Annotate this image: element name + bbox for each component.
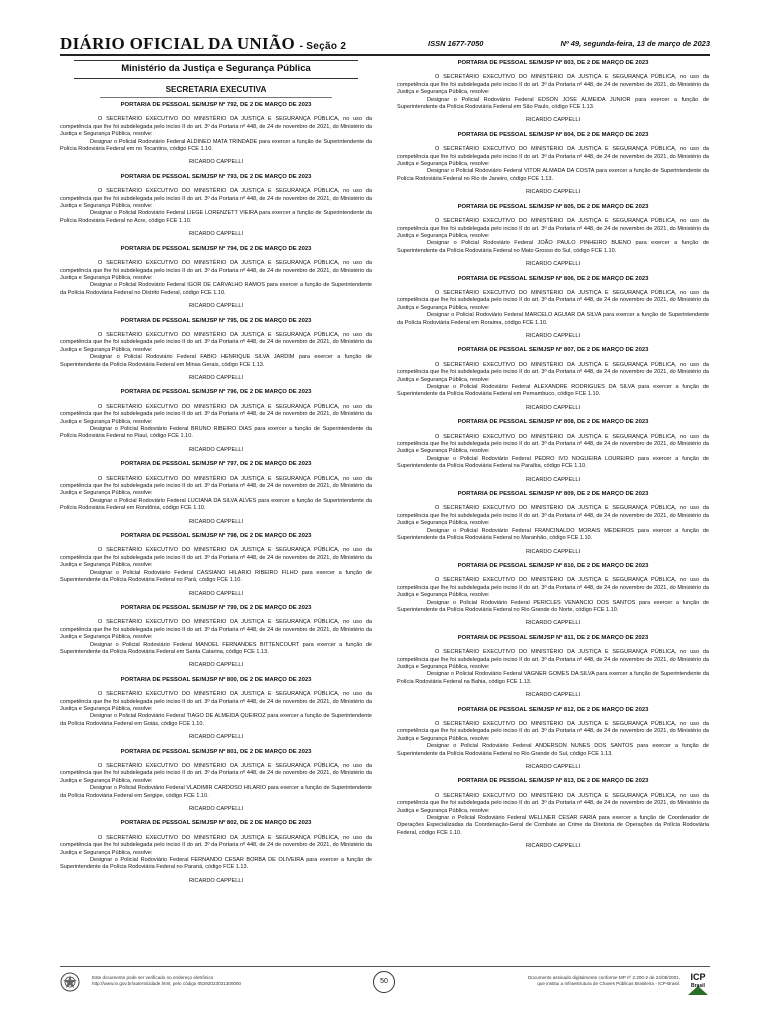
portaria-body: Designar o Policial Rodoviário Federal PEDRO IVO NOGUEIRA LOUREIRO para exercer a função de Superintendente da Polícia Rodoviária Federal na Paraíba, código FCE 1.10. <box>397 455 709 470</box>
right-column <box>397 60 709 986</box>
signatory: RICARDO CAPPELLI <box>188 303 244 310</box>
portaria-preamble: O SECRETÁRIO EXECUTIVO DO MINISTÉRIO DA JUSTIÇA E SEGURANÇA PÚBLICA, no uso da competência que lhe foi subdelegada pelo inciso II do art. 3º da Portaria nº 448, de 24 de novembro de 2021, do Ministério da Justiça e Segurança Pública, resolve: <box>60 834 372 856</box>
portaria-title: PORTARIA DE PESSOAL SE/MJSP Nº 795, DE 2 DE MARÇO DE 2023 <box>120 317 312 324</box>
masthead <box>60 34 710 56</box>
portaria-body: Designar o Policial Rodoviário Federal LIEGE LORENZETT VIEIRA para exercer a função de Superintendente da Polícia Rodoviária Federal no Acre, código FCE 1.10. <box>60 210 372 224</box>
portaria-title: PORTARIA DE PESSOAL SE/MJSP Nº 792, DE 2 DE MARÇO DE 2023 <box>120 102 312 108</box>
portaria-entry <box>60 605 372 670</box>
signatory: RICARDO CAPPELLI <box>525 692 581 699</box>
signatory: RICARDO CAPPELLI <box>188 159 244 166</box>
portaria-preamble: O SECRETÁRIO EXECUTIVO DO MINISTÉRIO DA JUSTIÇA E SEGURANÇA PÚBLICA, no uso da competência que lhe foi subdelegada pelo inciso II do art. 3º da Portaria nº 448, de 24 de novembro de 2021, do Ministério da Justiça e Segurança Pública, resolve: <box>397 505 709 527</box>
publication-name: DIÁRIO OFICIAL DA UNIÃO <box>60 34 296 53</box>
ministry-heading: Ministério da Justiça e Segurança Pública <box>74 60 358 79</box>
signatory: RICARDO CAPPELLI <box>525 843 581 850</box>
portaria-body: Designar o Policial Rodoviário Federal CASSIANO HILARIO RIBEIRO FILHO para exercer a função de Superintendente da Polícia Rodoviária Federal no Pará, código FCE 1.10. <box>60 569 372 584</box>
portaria-entry <box>397 563 709 628</box>
verification-link[interactable]: http://www.in.gov.br/autenticidade.html, pelo código 05292023031300050 <box>92 981 242 986</box>
issn: ISSN 1677-7050 <box>428 39 484 48</box>
portaria-preamble: O SECRETÁRIO EXECUTIVO DO MINISTÉRIO DA JUSTIÇA E SEGURANÇA PÚBLICA, no uso da competência que lhe foi subdelegada pelo inciso II do art. 3º da Portaria nº 448, de 24 de novembro de 2021, do Ministério da Justiça e Segurança Pública, resolve: <box>397 218 709 239</box>
portaria-preamble: O SECRETÁRIO EXECUTIVO DO MINISTÉRIO DA JUSTIÇA E SEGURANÇA PÚBLICA, no uso da competência que lhe foi subdelegada pelo inciso II do art. 3º da Portaria nº 448, de 24 de novembro de 2021, do Ministério da Justiça e Segurança Pública, resolve: <box>60 403 372 425</box>
signatory: RICARDO CAPPELLI <box>525 548 581 555</box>
portaria-title: PORTARIA DE PESSOAL SE/MJSP Nº 808, DE 2 DE MARÇO DE 2023 <box>457 419 649 426</box>
portaria-entry <box>60 749 372 814</box>
signatory: RICARDO CAPPELLI <box>525 117 581 124</box>
portaria-preamble: O SECRETÁRIO EXECUTIVO DO MINISTÉRIO DA JUSTIÇA E SEGURANÇA PÚBLICA, no uso da competência que lhe foi subdelegada pelo inciso II do art. 3º da Portaria nº 448, de 24 de novembro de 2021, do Ministério da Justiça e Segurança Pública, resolve: <box>60 763 372 784</box>
portaria-entry <box>397 635 709 700</box>
portaria-entry <box>397 60 709 125</box>
portaria-preamble: O SECRETÁRIO EXECUTIVO DO MINISTÉRIO DA JUSTIÇA E SEGURANÇA PÚBLICA, no uso da competência que lhe foi subdelegada pelo inciso II do art. 3º da Portaria nº 448, de 24 de novembro de 2021, do Ministério da Justiça e Segurança Pública, resolve: <box>60 619 372 641</box>
portaria-preamble: O SECRETÁRIO EXECUTIVO DO MINISTÉRIO DA JUSTIÇA E SEGURANÇA PÚBLICA, no uso da competência que lhe foi subdelegada pelo inciso II do art. 3º da Portaria nº 448, de 24 de novembro de 2021, do Ministério da Justiça e Segurança Pública, resolve: <box>397 361 709 383</box>
verification-note <box>92 975 241 987</box>
portaria-body: Designar o Policial Rodoviário Federal FABIO HENRIQUE SILVA JARDIM para exercer a função de Superintendente da Polícia Rodoviária Federal em Minas Gerais, código FCE 1.13. <box>60 354 372 368</box>
portaria-body: Designar o Policial Rodoviário Federal ALEXANDRE RODRIGUES DA SILVA para exercer a função de Superintendente da Polícia Rodoviária Federal em Pernambuco, código FCE 1.10. <box>397 384 709 398</box>
portaria-body: Designar o Policial Rodoviário Federal ALDINEO MATA TRINDADE para exercer a função de Superintendente da Polícia Rodoviária Federal em no Tocantins, código FCE 1.10. <box>60 138 372 153</box>
portaria-entry <box>397 778 709 850</box>
portaria-entry <box>60 389 372 454</box>
portaria-preamble: O SECRETÁRIO EXECUTIVO DO MINISTÉRIO DA JUSTIÇA E SEGURANÇA PÚBLICA, no uso da competência que lhe foi subdelegada pelo inciso II do art. 3º da Portaria nº 448, de 24 de novembro de 2021, do Ministério da Justiça e Segurança Pública, resolve: <box>397 649 709 670</box>
portaria-preamble: O SECRETÁRIO EXECUTIVO DO MINISTÉRIO DA JUSTIÇA E SEGURANÇA PÚBLICA, no uso da competência que lhe foi subdelegada pelo inciso II do art. 3º da Portaria nº 448, de 24 de novembro de 2021, do Ministério da Justiça e Segurança Pública, resolve: <box>60 188 372 210</box>
signatory: RICARDO CAPPELLI <box>525 261 581 268</box>
portaria-title: PORTARIA DE PESSOAL SE/MJSP Nº 802, DE 2 DE MARÇO DE 2023 <box>120 820 312 827</box>
signatory: RICARDO CAPPELLI <box>525 476 581 483</box>
signatory: RICARDO CAPPELLI <box>188 590 244 597</box>
signature-line-1: Documento assinado digitalmente conforme MP nº 2.200-2 de 24/08/2001, <box>527 975 680 980</box>
portaria-title: PORTARIA DE PESSOAL SE/MJSP Nº 810, DE 2 DE MARÇO DE 2023 <box>457 562 649 569</box>
signatory: RICARDO CAPPELLI <box>188 446 244 453</box>
portaria-entry <box>397 204 709 269</box>
portaria-preamble: O SECRETÁRIO EXECUTIVO DO MINISTÉRIO DA JUSTIÇA E SEGURANÇA PÚBLICA, no uso da competência que lhe foi subdelegada pelo inciso II do art. 3º da Portaria nº 448, de 24 de novembro de 2021, do Ministério da Justiça e Segurança Pública, resolve: <box>397 146 709 168</box>
signatory: RICARDO CAPPELLI <box>188 374 244 381</box>
page-number: 50 <box>373 971 395 993</box>
issue-date: Nº 49, segunda-feira, 13 de março de 2023 <box>560 39 710 48</box>
portaria-title: PORTARIA DE PESSOAL SE/MJSP Nº 811, DE 2 DE MARÇO DE 2023 <box>457 634 649 641</box>
signature-line-2: que institui a Infraestrutura de Chaves Públicas Brasileira - ICP-Brasil. <box>537 981 680 986</box>
portaria-preamble: O SECRETÁRIO EXECUTIVO DO MINISTÉRIO DA JUSTIÇA E SEGURANÇA PÚBLICA, no uso da competência que lhe foi subdelegada pelo inciso II do art. 3º da Portaria nº 448, de 24 de novembro de 2021, do Ministério da Justiça e Segurança Pública, resolve: <box>60 691 372 712</box>
portaria-title: PORTARIA DE PESSOAL SE/MJSP Nº 793, DE 2 DE MARÇO DE 2023 <box>120 173 312 180</box>
signatory: RICARDO CAPPELLI <box>525 620 581 627</box>
portaria-preamble: O SECRETÁRIO EXECUTIVO DO MINISTÉRIO DA JUSTIÇA E SEGURANÇA PÚBLICA, no uso da competência que lhe foi subdelegada pelo inciso II do art. 3º da Portaria nº 448, de 24 de novembro de 2021, do Ministério da Justiça e Segurança Pública, resolve: <box>397 74 709 96</box>
signatory: RICARDO CAPPELLI <box>525 764 581 771</box>
portaria-preamble: O SECRETÁRIO EXECUTIVO DO MINISTÉRIO DA JUSTIÇA E SEGURANÇA PÚBLICA, no uso da competência que lhe foi subdelegada pelo inciso II do art. 3º da Portaria nº 448, de 24 de novembro de 2021, do Ministério da Justiça e Segurança Pública, resolve: <box>397 792 709 814</box>
portaria-entry <box>397 132 709 197</box>
portaria-entry <box>60 461 372 526</box>
portaria-entry <box>60 174 372 239</box>
signatory: RICARDO CAPPELLI <box>525 332 581 339</box>
signatory: RICARDO CAPPELLI <box>188 877 244 884</box>
portaria-entry <box>60 820 372 885</box>
portaria-preamble: O SECRETÁRIO EXECUTIVO DO MINISTÉRIO DA JUSTIÇA E SEGURANÇA PÚBLICA, no uso da competência que lhe foi subdelegada pelo inciso II do art. 3º da Portaria nº 448, de 24 de novembro de 2021, do Ministério da Justiça e Segurança Pública, resolve: <box>60 116 372 138</box>
portaria-title: PORTARIA DE PESSOAL SE/MJSP Nº 796, DE 2 DE MARÇO DE 2023 <box>120 389 312 396</box>
portaria-body: Designar o Policial Rodoviário Federal TIAGO DE ALMEIDA QUEIROZ para exercer a função de Superintendente da Polícia Rodoviária Federal em Goiás, código FCE 1.10. <box>60 713 372 727</box>
left-column <box>60 60 372 986</box>
signature-note <box>528 975 680 987</box>
portaria-title: PORTARIA DE PESSOAL SE/MJSP Nº 800, DE 2 DE MARÇO DE 2023 <box>120 676 312 683</box>
portaria-title: PORTARIA DE PESSOAL SE/MJSP Nº 812, DE 2 DE MARÇO DE 2023 <box>457 706 649 713</box>
portaria-preamble: O SECRETÁRIO EXECUTIVO DO MINISTÉRIO DA JUSTIÇA E SEGURANÇA PÚBLICA, no uso da competência que lhe foi subdelegada pelo inciso II do art. 3º da Portaria nº 448, de 24 de novembro de 2021, do Ministério da Justiça e Segurança Pública, resolve: <box>397 433 709 455</box>
portaria-entry <box>60 677 372 742</box>
icp-brasil-logo-icon <box>686 970 710 996</box>
portaria-body: Designar o Policial Rodoviário Federal MARCELO AGUIAR DA SILVA para exercer a função de Superintendente da Polícia Rodoviária Federal em Roraima, código FCE 1.10. <box>397 312 709 326</box>
portaria-title: PORTARIA DE PESSOAL SE/MJSP Nº 798, DE 2 DE MARÇO DE 2023 <box>120 533 312 540</box>
portaria-title: PORTARIA DE PESSOAL SE/MJSP Nº 805, DE 2 DE MARÇO DE 2023 <box>457 203 649 210</box>
portaria-title: PORTARIA DE PESSOAL SE/MJSP Nº 803, DE 2 DE MARÇO DE 2023 <box>457 60 649 66</box>
portaria-body: Designar o Policial Rodoviário Federal LUCIANA DA SILVA ALVES para exercer a função de Superintendente da Polícia Rodoviária Federal em Rondônia, código FCE 1.10. <box>60 497 372 512</box>
signatory: RICARDO CAPPELLI <box>525 404 581 411</box>
portaria-entry <box>60 533 372 598</box>
portaria-entry <box>60 318 372 383</box>
signatory: RICARDO CAPPELLI <box>188 662 244 669</box>
portaria-title: PORTARIA DE PESSOAL SE/MJSP Nº 813, DE 2 DE MARÇO DE 2023 <box>457 778 649 785</box>
portaria-preamble: O SECRETÁRIO EXECUTIVO DO MINISTÉRIO DA JUSTIÇA E SEGURANÇA PÚBLICA, no uso da competência que lhe foi subdelegada pelo inciso II do art. 3º da Portaria nº 448, de 24 de novembro de 2021, do Ministério da Justiça e Segurança Pública, resolve: <box>60 331 372 353</box>
portaria-title: PORTARIA DE PESSOAL SE/MJSP Nº 801, DE 2 DE MARÇO DE 2023 <box>120 748 312 755</box>
signatory: RICARDO CAPPELLI <box>188 518 244 525</box>
portaria-body: Designar o Policial Rodoviário Federal PERICLES VENANCIO DOS SANTOS para exercer a função de Superintendente da Polícia Rodoviária Federal no Rio Grande do Norte, código FCE 1.10. <box>397 599 709 613</box>
portaria-body: Designar o Policial Rodoviário Federal VLADIMIR CARDOSO HILARIO para exercer a função de Superintendente da Polícia Rodoviária Federal em Sergipe, código FCE 1.10. <box>60 785 372 799</box>
portaria-entry <box>397 419 709 484</box>
portaria-title: PORTARIA DE PESSOAL SE/MJSP Nº 806, DE 2 DE MARÇO DE 2023 <box>457 275 649 282</box>
portaria-title: PORTARIA DE PESSOAL SE/MJSP Nº 804, DE 2 DE MARÇO DE 2023 <box>457 131 649 138</box>
portaria-entry <box>397 491 709 556</box>
svg-text:Brasil: Brasil <box>691 983 705 989</box>
portaria-title: PORTARIA DE PESSOAL SE/MJSP Nº 807, DE 2 DE MARÇO DE 2023 <box>457 347 649 354</box>
portaria-title: PORTARIA DE PESSOAL SE/MJSP Nº 799, DE 2 DE MARÇO DE 2023 <box>120 604 312 611</box>
portaria-body: Designar o Policial Rodoviário Federal MANOEL FERNANDES BITTENCOURT para exercer a função de Superintendente da Polícia Rodoviária Federal em Santa Catarina, código FCE 1.13. <box>60 641 372 655</box>
portaria-body: Designar o Policial Rodoviário Federal VITOR ALMADA DA COSTA para exercer a função de Superintendente da Polícia Rodoviária Federal no Rio de Janeiro, código FCE 1.13. <box>397 168 709 182</box>
signatory: RICARDO CAPPELLI <box>188 806 244 813</box>
portaria-preamble: O SECRETÁRIO EXECUTIVO DO MINISTÉRIO DA JUSTIÇA E SEGURANÇA PÚBLICA, no uso da competência que lhe foi subdelegada pelo inciso II do art. 3º da Portaria nº 448, de 24 de novembro de 2021, do Ministério da Justiça e Segurança Pública, resolve: <box>397 721 709 742</box>
signatory: RICARDO CAPPELLI <box>188 231 244 238</box>
portaria-title: PORTARIA DE PESSOAL SE/MJSP Nº 794, DE 2 DE MARÇO DE 2023 <box>120 245 312 252</box>
portaria-body: Designar o Policial Rodoviário Federal WELLNER CESAR FARIA para exercer a função de Coordenador de Operações Especializadas da Coordenação-Geral de Combate ao Crime da Diretoria de Operações da Polícia Rodoviária Federal, código FCE 1.10. <box>397 815 709 836</box>
portaria-body: Designar o Policial Rodoviário Federal EDSON JOSE ALMEIDA JUNIOR para exercer a função de Superintendente da Polícia Rodoviária Federal em São Paulo, código FCE 1.13. <box>397 96 709 111</box>
signatory: RICARDO CAPPELLI <box>188 734 244 741</box>
verification-line-1: Este documento pode ser verificado no endereço eletrônico <box>92 975 214 980</box>
signatory: RICARDO CAPPELLI <box>525 189 581 196</box>
portaria-body: Designar o Policial Rodoviário Federal FRANCINALDO MORAIS MEDEIROS para exercer a função de Superintendente da Polícia Rodoviária Federal no Maranhão, código FCE 1.10. <box>397 527 709 542</box>
portaria-entry <box>60 102 372 167</box>
portaria-body: Designar o Policial Rodoviário Federal BRUNO RIBEIRO DIAS para exercer a função de Superintendente da Polícia Rodoviária Federal no Piauí, código FCE 1.10. <box>60 426 372 440</box>
publication-title <box>60 34 346 54</box>
portaria-entry <box>397 347 709 412</box>
section-label: - Seção 2 <box>299 41 347 52</box>
svg-text:ICP: ICP <box>690 972 706 982</box>
republic-seal-icon <box>60 972 80 992</box>
portaria-entry <box>397 276 709 341</box>
portaria-preamble: O SECRETÁRIO EXECUTIVO DO MINISTÉRIO DA JUSTIÇA E SEGURANÇA PÚBLICA, no uso da competência que lhe foi subdelegada pelo inciso II do art. 3º da Portaria nº 448, de 24 de novembro de 2021, do Ministério da Justiça e Segurança Pública, resolve: <box>60 547 372 569</box>
portaria-preamble: O SECRETÁRIO EXECUTIVO DO MINISTÉRIO DA JUSTIÇA E SEGURANÇA PÚBLICA, no uso da competência que lhe foi subdelegada pelo inciso II do art. 3º da Portaria nº 448, de 24 de novembro de 2021, do Ministério da Justiça e Segurança Pública, resolve: <box>60 260 372 281</box>
portaria-preamble: O SECRETÁRIO EXECUTIVO DO MINISTÉRIO DA JUSTIÇA E SEGURANÇA PÚBLICA, no uso da competência que lhe foi subdelegada pelo inciso II do art. 3º da Portaria nº 448, de 24 de novembro de 2021, do Ministério da Justiça e Segurança Pública, resolve: <box>397 577 709 599</box>
portaria-title: PORTARIA DE PESSOAL SE/MJSP Nº 797, DE 2 DE MARÇO DE 2023 <box>120 461 312 468</box>
portaria-body: Designar o Policial Rodoviário Federal FERNANDO CESAR BORBA DE OLIVEIRA para exercer a função de Superintendente da Polícia Rodoviária Federal no Paraná, código FCE 1.13. <box>60 857 372 871</box>
portaria-title: PORTARIA DE PESSOAL SE/MJSP Nº 809, DE 2 DE MARÇO DE 2023 <box>457 491 649 498</box>
portaria-entry <box>60 246 372 311</box>
portaria-preamble: O SECRETÁRIO EXECUTIVO DO MINISTÉRIO DA JUSTIÇA E SEGURANÇA PÚBLICA, no uso da competência que lhe foi subdelegada pelo inciso II do art. 3º da Portaria nº 448, de 24 de novembro de 2021, do Ministério da Justiça e Segurança Pública, resolve: <box>397 289 709 311</box>
portaria-entry <box>397 707 709 772</box>
portaria-body: Designar o Policial Rodoviário Federal IGOR DE CARVALHO RAMOS para exercer a função de Superintendente da Polícia Rodoviária Federal no Distrito Federal, código FCE 1.10. <box>60 282 372 296</box>
portaria-preamble: O SECRETÁRIO EXECUTIVO DO MINISTÉRIO DA JUSTIÇA E SEGURANÇA PÚBLICA, no uso da competência que lhe foi subdelegada pelo inciso II do art. 3º da Portaria nº 448, de 24 de novembro de 2021, do Ministério da Justiça e Segurança Pública, resolve: <box>60 475 372 497</box>
portaria-body: Designar o Policial Rodoviário Federal VAGNER GOMES DA SILVA para exercer a função de Superintendente da Polícia Rodoviária Federal na Bahia, código FCE 1.13. <box>397 671 709 685</box>
page-footer <box>60 966 710 997</box>
section-heading: SECRETARIA EXECUTIVA <box>100 85 332 98</box>
portaria-body: Designar o Policial Rodoviário Federal ANDERSON NUNES DOS SANTOS para exercer a função de Superintendente da Polícia Rodoviária Federal no Rio Grande do Sul, código FCE 1.13. <box>397 743 709 757</box>
portaria-body: Designar o Policial Rodoviário Federal JOÃO PAULO PINHEIRO BUENO para exercer a função de Superintendente da Polícia Rodoviária Federal no Mato Grosso do Sul, código FCE 1.10. <box>397 240 709 254</box>
